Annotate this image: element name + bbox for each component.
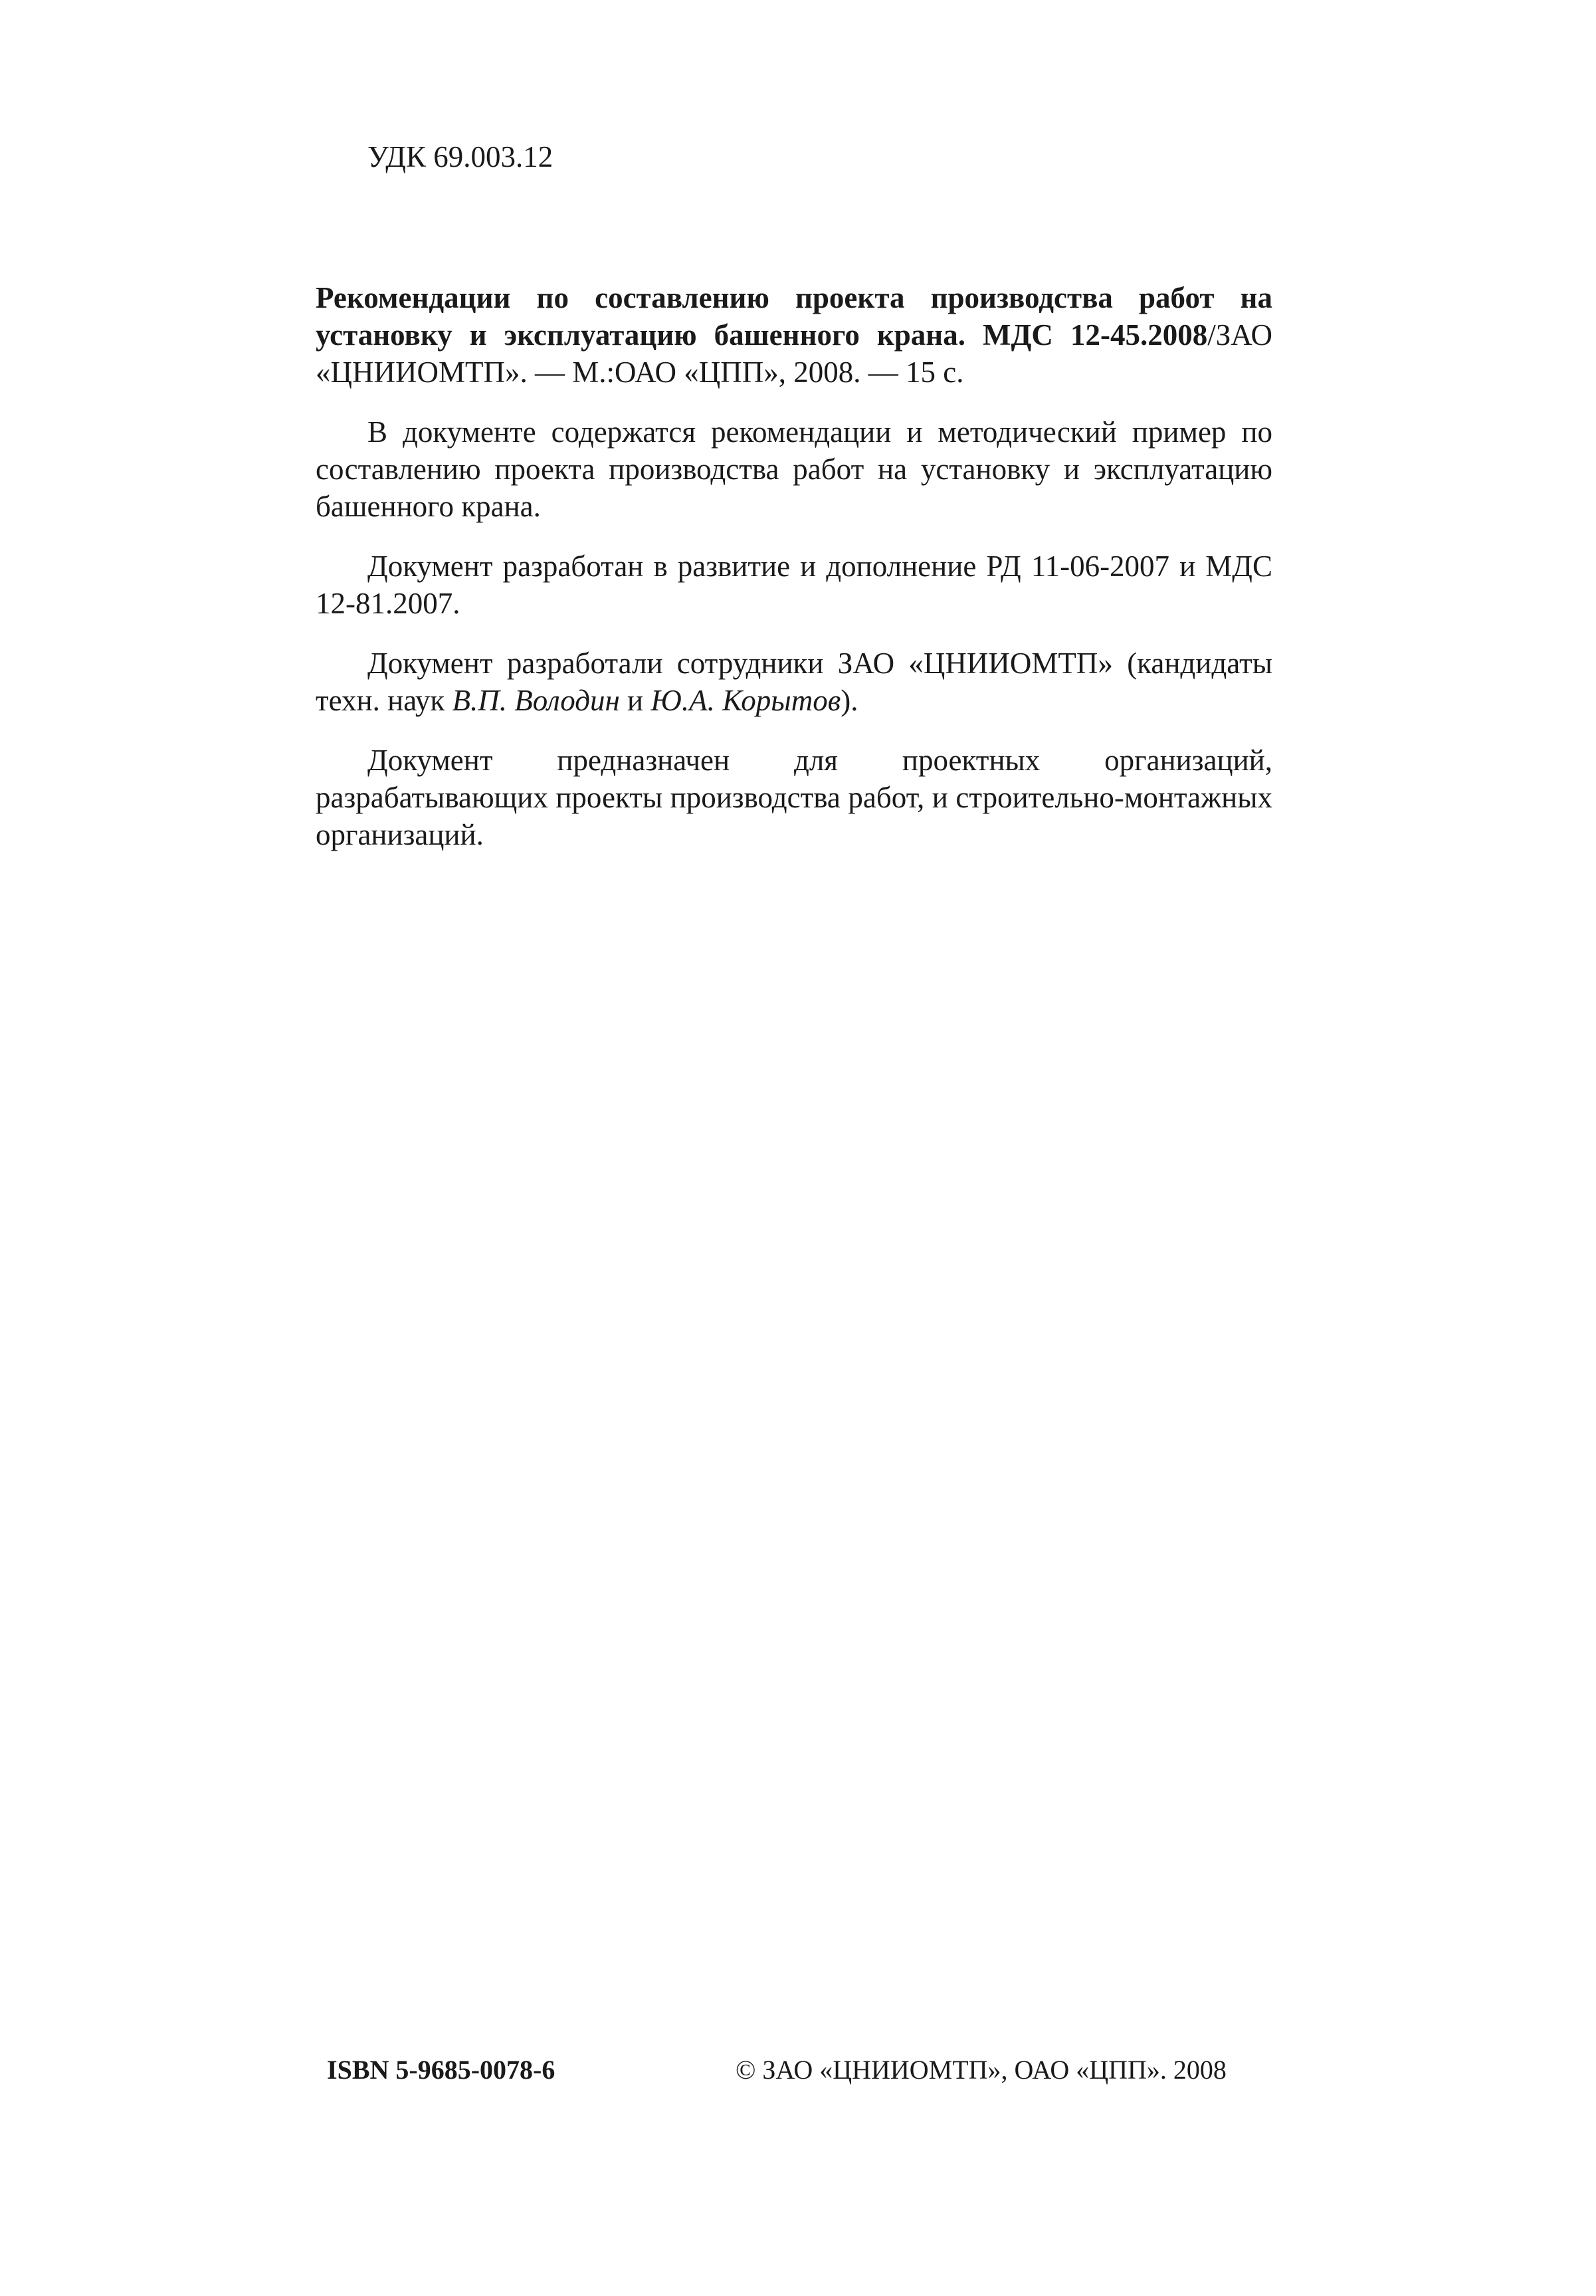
author-name: Ю.А. Корытов (650, 684, 841, 717)
annotation-block (316, 279, 1272, 853)
authors-conjunction: и (619, 684, 651, 717)
citation-title: Рекомендации по составлению проекта производства работ на установку и эксплуатацию башенного крана. (316, 281, 1272, 352)
bibliographic-citation (316, 279, 1272, 391)
paragraph-audience: Документ предназначен для проектных организаций, разрабатывающих проекты производства работ, и строительно-монтажных организаций. (316, 744, 1272, 851)
paragraph-development-basis: Документ разработан в развитие и дополнение РД 11-06-2007 и МДС 12-81.2007. (316, 550, 1272, 620)
udk-code: УДК 69.003.12 (367, 140, 553, 173)
authors-intro: Документ разработали сотрудники ЗАО «ЦНИИОМТП» (кандидаты техн. наук (316, 647, 1272, 717)
copyright-notice: © ЗАО «ЦНИИОМТП», ОАО «ЦПП». 2008 (736, 2055, 1227, 2085)
authors-closing: ). (841, 684, 858, 717)
author-name: В.П. Володин (452, 684, 620, 717)
paragraph-content-summary: В документе содержатся рекомендации и методический пример по составлению проекта производства работ на установку и эксплуатацию башенного крана. (316, 415, 1272, 523)
isbn-number: ISBN 5-9685-0078-6 (327, 2055, 555, 2085)
citation-publisher: /ЗАО «ЦНИИОМТП». — М.:ОАО «ЦПП», 2008. — 15 с. (316, 318, 1273, 389)
paragraph-authors (316, 645, 1272, 719)
citation-code: МДС 12-45.2008 (983, 318, 1208, 352)
